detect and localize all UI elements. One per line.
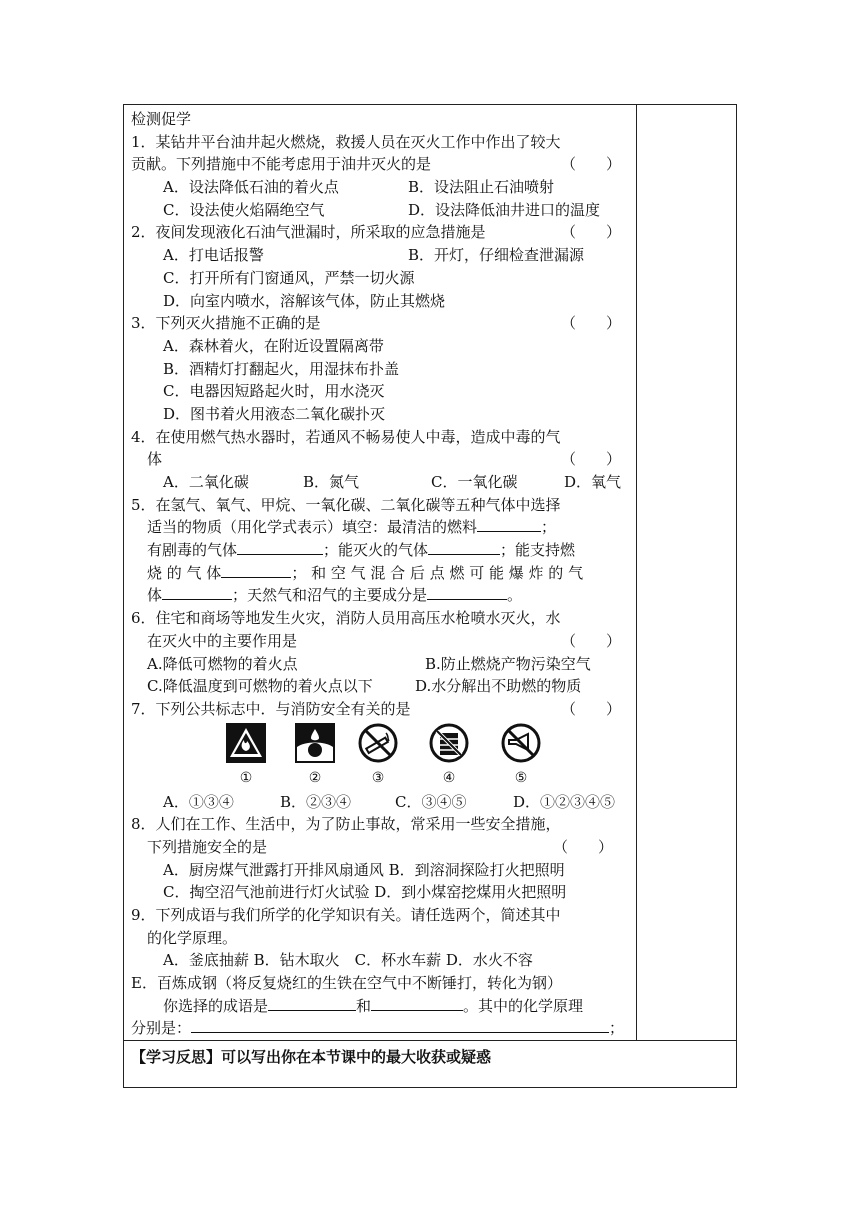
blank [428,539,500,555]
public-signs [131,721,631,791]
question-9-line-1: 9．下列成语与我们所学的化学知识有关。请任选两个，简述其中 [131,906,561,924]
option-a: A．二氧化碳 [163,473,249,491]
worksheet-table [123,104,737,1088]
option-b: B．②③④ [280,792,352,811]
question-3-option-c: C．电器因短路起火时，用水浇灭 [163,382,385,401]
quiz-section [131,108,631,1040]
answer-paren: （ ） [560,631,621,650]
question-9-line-2: 的化学原理。 [147,928,238,947]
question-9-choose-line: 你选择的成语是 和 。其中的化学原理 [163,996,584,1015]
question-8-line-1: 8．人们在工作、生活中，为了防止事故，常采用一些安全措施， [131,815,561,834]
question-5-line-1: 5．在氢气、氧气、甲烷、一氧化碳、二氧化碳等五种气体中选择 [131,495,561,514]
no-stacking-sign-icon [429,723,469,763]
blank [371,995,463,1011]
question-3-text: 3．下列灭火措施不正确的是 [131,314,321,333]
sign-number: ④ [442,769,456,786]
option-c: C．一氧化碳 [431,473,518,491]
question-8-line-2 [131,836,631,859]
blank [191,1017,609,1033]
blank [221,562,291,578]
option-d: D．氧气 [564,473,622,491]
question-7-text: 7．下列公共标志中．与消防安全有关的是 [131,699,411,718]
option-c: C．③④⑤ [395,792,467,811]
option-a: A．设法降低石油的着火点 [163,178,339,197]
question-3-option-b: B．酒精灯打翻起火，用湿抹布扑盖 [163,359,400,378]
option-a: A.降低可燃物的着火点 [147,654,298,673]
learning-reflection-prompt: 【学习反思】可以写出你在本节课中的最大收获或疑惑 [131,1048,492,1066]
question-2-text: 2．夜间发现液化石油气泄漏时，所采取的应急措施是 [131,223,486,242]
question-8-options-cd: C．掏空沼气池前进行灯火试验 D．到小煤窑挖煤用火把照明 [163,883,567,902]
option-c: C．设法使火焰隔绝空气 [163,200,325,219]
question-1-options-ab [131,176,631,199]
option-d: D.水分解出不助燃的物质 [415,677,582,696]
question-6-line-1: 6．住宅和商场等地发生火灾，消防人员用高压水枪喷水灭火，水 [131,609,561,628]
question-8-options-ab: A．厨房煤气泄露打开排风扇通风 B．到溶洞探险打火把照明 [163,860,565,879]
question-4-line-1: 4．在使用燃气热水器时，若通风不畅易使人中毒，造成中毒的气 [131,427,561,446]
question-9-options: A．釜底抽薪 B．钻木取火 C．杯水车薪 D．水火不容 [163,951,533,970]
question-4-line-2 [131,448,631,471]
question-5-line-5: 体 ；天然气和沼气的主要成分是 。 [147,586,523,605]
question-7-line-1 [131,698,631,721]
blank [268,995,356,1011]
question-2-option-c: C．打开所有门窗通风，严禁一切火源 [163,268,415,287]
question-6-line-2 [131,630,631,653]
no-smoking-sign-icon [358,723,398,763]
question-3-line-1 [131,312,631,335]
question-1-line-1: 1．某钻井平台油井起火燃烧，救援人员在灭火工作中作出了较大 [131,132,561,151]
option-a: A．打电话报警 [163,246,264,265]
question-5-line-2: 适当的物质（用化学式表示）填空：最清洁的燃料 ； [147,518,557,537]
question-5-line-4: 烧 的 气 体 ； 和 空 气 混 合 后 点 燃 可 能 爆 炸 的 气 [147,563,584,582]
blank [427,584,507,600]
answer-paren: （ ） [560,223,621,242]
sign-number: ② [308,769,322,786]
blank [237,539,323,555]
option-d: D．设法降低油井进口的温度 [408,200,601,219]
option-b: B．开灯，仔细检查泄漏源 [408,246,585,265]
water-drop-sign-icon [295,723,335,763]
question-6-options-cd [131,675,631,698]
flammable-sign-icon [226,723,266,763]
question-2-option-d: D．向室内喷水，溶解该气体，防止其燃烧 [163,291,446,310]
blank [162,584,232,600]
no-horn-sign-icon [501,723,541,763]
answer-paren: （ ） [560,314,621,333]
sign-number: ⑤ [514,769,528,786]
option-b: B．氮气 [303,473,360,491]
question-4-options [131,471,631,494]
question-8-text: 下列措施安全的是 [147,837,268,856]
question-5-line-3: 有剧毒的气体 ；能灭火的气体 ；能支持燃 [147,541,576,560]
question-9-principle-line: 分别是： ； [131,1019,625,1038]
question-3-option-d: D．图书着火用液态二氧化碳扑灭 [163,404,386,423]
column-divider [636,105,637,1040]
question-6-text: 在灭火中的主要作用是 [147,631,298,650]
row-divider [124,1040,736,1041]
section-heading: 检测促学 [131,110,192,128]
answer-paren: （ ） [560,450,621,469]
question-2-options-ab [131,244,631,267]
sign-number: ③ [371,769,385,786]
question-9-option-e: E．百炼成钢（将反复烧红的生铁在空气中不断锤打，转化为钢） [131,974,562,993]
question-4-text: 体 [147,450,163,469]
question-1-line-2 [131,153,631,176]
answer-paren: （ ） [560,155,621,174]
option-d: D．①②③④⑤ [513,792,616,811]
blank [477,516,541,532]
question-1-text: 贡献。下列措施中不能考虑用于油井灭火的是 [131,155,432,174]
answer-paren: （ ） [560,699,621,718]
option-b: B．设法阻止石油喷射 [408,178,555,197]
question-7-options [131,791,631,814]
option-a: A．①③④ [163,792,234,811]
question-2-line-1 [131,221,631,244]
answer-paren: （ ） [552,837,613,856]
question-6-options-ab [131,653,631,676]
question-1-options-cd [131,199,631,222]
option-b: B.防止燃烧产物污染空气 [425,654,591,673]
question-3-option-a: A．森林着火，在附近设置隔离带 [163,336,384,355]
option-c: C.降低温度到可燃物的着火点以下 [147,677,373,696]
sign-number: ① [239,769,253,786]
